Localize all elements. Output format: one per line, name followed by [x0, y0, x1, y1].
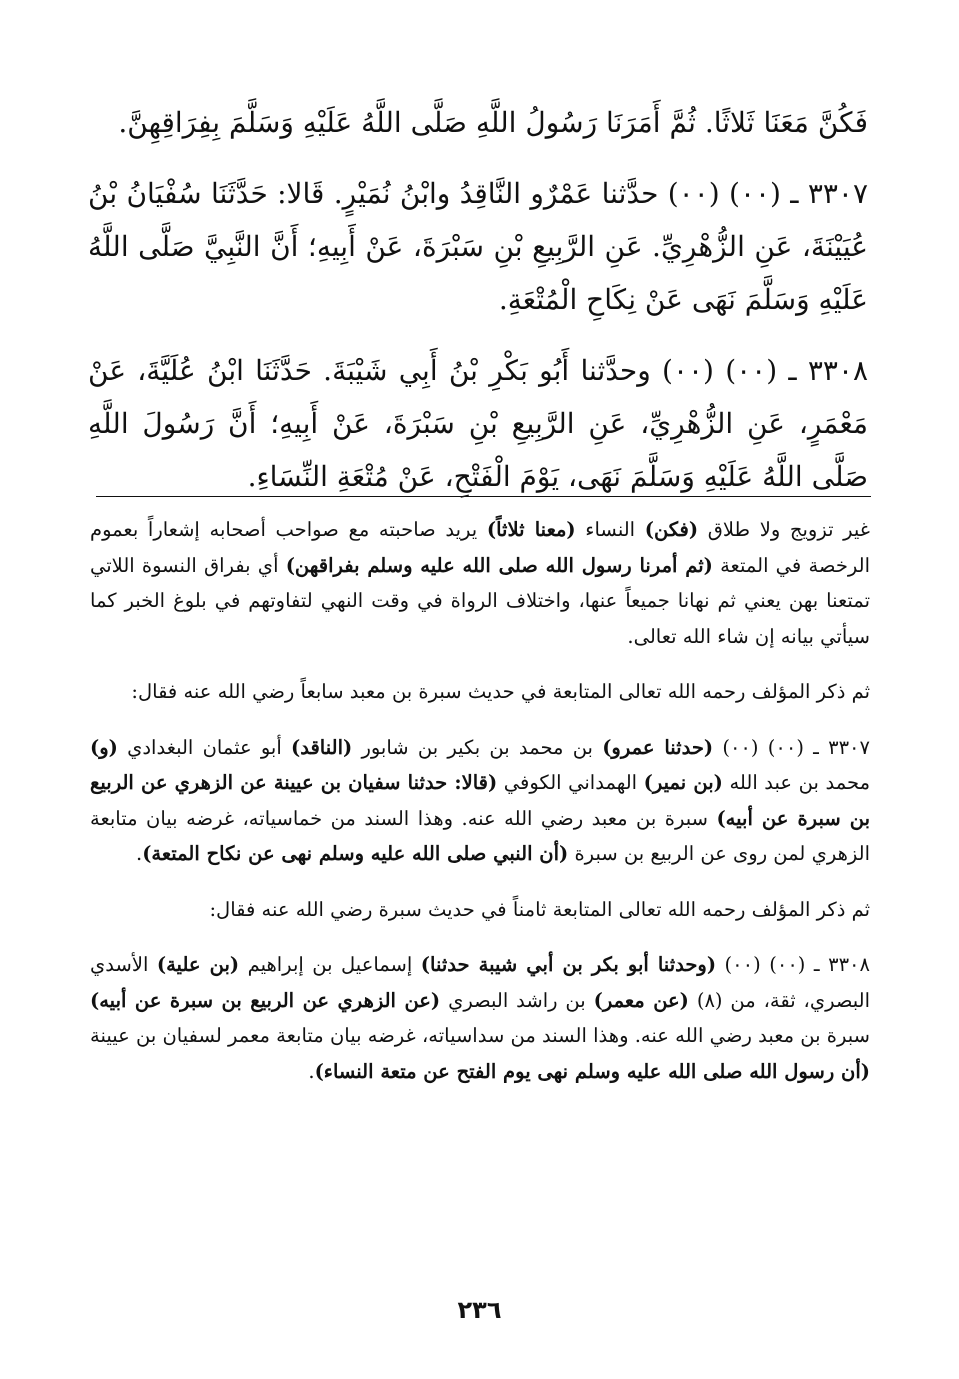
- hadith-3307: ٣٣٠٧ ـ (٠٠) (٠٠) حدَّثنا عَمْرٌو النَّاقِدُ وابْنُ نُمَيْرٍ. قَالا: حَدَّثَنَا سُفْيَانُ بْنُ عُيَيْنَةَ، عَنِ الزُّهْرِيِّ. عَنِ الرَّبِيعِ بْنِ سَبْرَةَ، عَنْ أَبِيهِ؛ أَنَّ النَّبِيَّ صَلَّى اللَّهُ عَلَيْهِ وَسَلَّمَ نَهَى عَنْ نِكَاحِ الْمُتْعَةِ.: [88, 177, 868, 316]
- commentary-text: ٣٣٠٧ ـ (٠٠) (٠٠): [713, 735, 870, 759]
- quoted-text: (و): [90, 735, 118, 759]
- hadith-continuation: فَكُنَّ مَعَنَا ثَلاثًا. ثُمَّ أَمَرَنَا رَسُولُ اللَّهِ صَلَّى اللَّهُ عَلَيْهِ وَسَلَّمَ بِفِرَاقِهِنَّ.: [118, 106, 868, 139]
- commentary-text: يريد صاحبته مع صواحب أصحابه إشعاراً بعموم الرخصة في المتعة: [90, 518, 870, 577]
- commentary-text: الأسدي البصري، ثقة، من (٨): [90, 953, 871, 1012]
- commentary-text: بن راشد البصري: [440, 988, 594, 1012]
- commentary-text: ٣٣٠٨ ـ (٠٠) (٠٠): [716, 953, 871, 976]
- quoted-text: (وحدثنا أبو بكر بن أبي شيبة حدثنا): [420, 953, 717, 976]
- quoted-text: (أن رسول الله صلى الله عليه وسلم نهى يوم الفتح عن متعة النساء): [314, 1059, 870, 1083]
- commentary: [90, 512, 870, 1109]
- commentary-text: بن محمد بن بكير بن شابور: [352, 735, 603, 759]
- footnote-divider: [96, 496, 871, 497]
- quoted-text: (فكن): [644, 518, 699, 541]
- quoted-text: (عن معمر): [593, 988, 689, 1012]
- quoted-text: (حدثنا عمرو): [602, 735, 714, 759]
- commentary-text: سبرة بن معبد رضي الله عنه. وهذا السند من سداسياته، غرضه بيان متابعة معمر لسفيان بن عيينة: [90, 1024, 870, 1047]
- page-number: ٢٣٦: [457, 1296, 502, 1324]
- commentary-text: أبو عثمان البغدادي: [117, 735, 292, 759]
- commentary-text: النساء: [575, 518, 645, 541]
- commentary-text: ثم ذكر المؤلف رحمه الله تعالى المتابعة في حديث سبرة بن معبد سابعاً رضي الله عنه فقال:: [131, 680, 870, 703]
- hadith-text: [88, 96, 868, 521]
- commentary-paragraph: [90, 674, 870, 710]
- commentary-text: غير تزويج ولا طلاق: [698, 518, 870, 541]
- quoted-text: (أن النبي صلى الله عليه وسلم نهى عن نكاح المتعة): [142, 842, 569, 865]
- hadith-3308: ٣٣٠٨ ـ (٠٠) (٠٠) وحدَّثنا أَبُو بَكْرِ بْنُ أَبِي شَيْبَةَ. حَدَّثَنَا ابْنُ عُلَيَّةَ، عَنْ مَعْمَرٍ، عَنِ الزُّهْرِيِّ، عَنِ الرَّبِيعِ بْنِ سَبْرَةَ، عَنْ أَبِيهِ؛ أَنَّ رَسُولَ اللَّهِ صَلَّى اللَّهُ عَلَيْهِ وَسَلَّمَ نَهَى، يَوْمَ الْفَتْحِ، عَنْ مُتْعَةِ النِّسَاءِ.: [88, 354, 869, 493]
- commentary-paragraph: [90, 947, 870, 1089]
- quoted-text: (بن نمير): [643, 771, 723, 794]
- quoted-text: (عن الزهري عن الربيع بن سبرة عن أبيه): [90, 988, 441, 1012]
- commentary-text: إسماعيل بن إبراهيم: [239, 953, 421, 976]
- commentary-text: محمد بن عبد الله: [722, 771, 871, 794]
- commentary-text: الهمداني الكوفي: [497, 771, 644, 794]
- quoted-text: (الناقد): [291, 735, 353, 759]
- commentary-paragraph: [90, 512, 870, 654]
- commentary-paragraph: [90, 730, 870, 872]
- quoted-text: (قالا: حدثنا سفيان بن عيينة عن الزهري عن الربيع بن سبرة عن أبيه): [90, 771, 870, 830]
- commentary-text: أي بفراق النسوة اللاتي تمتعنا بهن يعني ثم نهانا جميعاً عنها، واختلاف الرواة في وقت النهي لتفاوتهم في بلوغ الخبر كما سيأتي بيانه إن شاء الله تعالى.: [90, 553, 870, 648]
- commentary-paragraph: [90, 892, 870, 928]
- quoted-text: (معنا ثلاثاً): [486, 518, 576, 541]
- quoted-text: (ثم أمرنا رسول الله صلى الله عليه وسلم بفراقهن): [285, 553, 713, 577]
- commentary-text: .: [308, 1059, 315, 1083]
- commentary-text: ثم ذكر المؤلف رحمه الله تعالى المتابعة ثامناً في حديث سبرة رضي الله عنه فقال:: [209, 897, 870, 921]
- quoted-text: (بن علية): [156, 953, 240, 976]
- commentary-text: .: [135, 842, 143, 865]
- commentary-text: سبرة بن معبد رضي الله عنه. وهذا السند من خماسياته، غرضه بيان متابعة الزهري لمن روى عن الربيع بن سبرة: [90, 806, 870, 865]
